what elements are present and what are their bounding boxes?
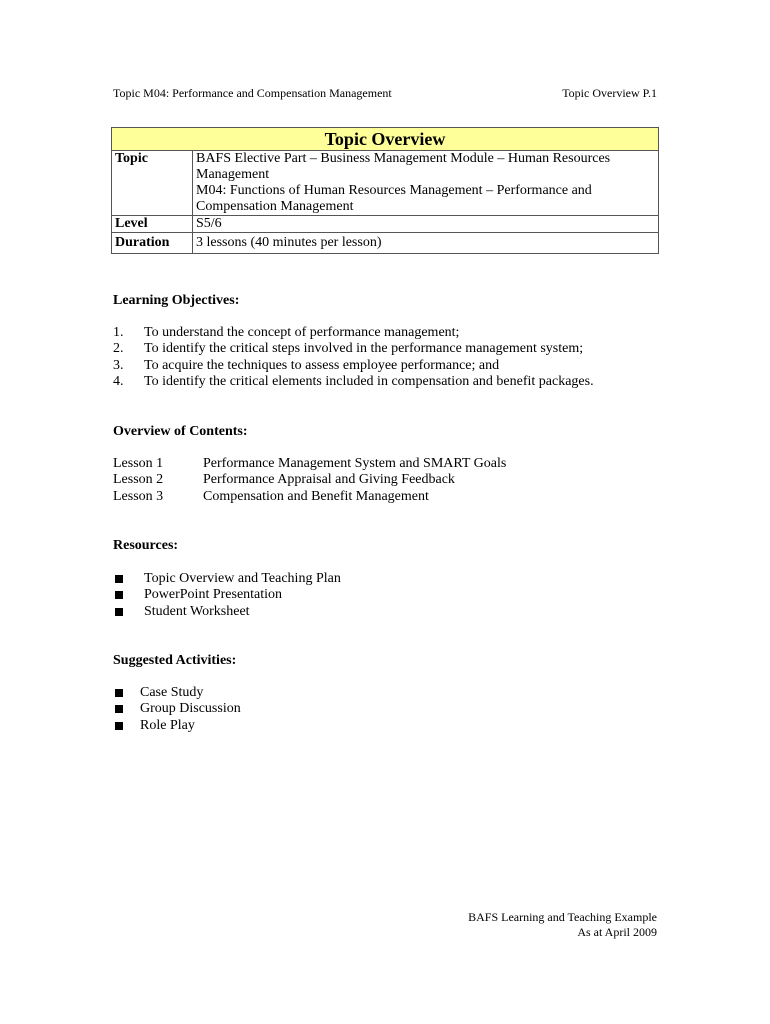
item-number: 2. <box>113 341 124 357</box>
activities-heading: Suggested Activities: <box>113 653 237 668</box>
list-item <box>113 325 594 341</box>
running-header-title: Topic M04: Performance and Compensation Management <box>113 86 392 100</box>
lesson-number: Lesson 3 <box>113 488 164 504</box>
item-text: To identify the critical elements included in compensation and benefit packages. <box>144 373 594 389</box>
list-item <box>113 604 341 620</box>
lesson-title: Compensation and Benefit Management <box>203 488 429 504</box>
duration-label: Duration <box>112 233 193 254</box>
resources-heading: Resources: <box>113 538 179 553</box>
objectives-heading: Learning Objectives: <box>113 293 240 308</box>
list-item <box>113 701 241 717</box>
item-text: Role Play <box>140 717 195 733</box>
resources-list <box>113 571 341 620</box>
square-bullet-icon <box>113 685 140 701</box>
lesson-title: Performance Appraisal and Giving Feedback <box>203 472 455 488</box>
objectives-list <box>113 325 594 390</box>
list-item <box>113 685 241 701</box>
duration-value: 3 lessons (40 minutes per lesson) <box>193 233 659 254</box>
list-item <box>113 374 594 390</box>
level-value: S5/6 <box>193 216 659 233</box>
item-text: Group Discussion <box>140 701 241 717</box>
footer-line-1: BAFS Learning and Teaching Example <box>468 910 657 924</box>
square-bullet-icon <box>113 604 144 620</box>
item-text: Case Study <box>140 685 204 700</box>
square-bullet-icon <box>113 701 140 717</box>
lessons-list <box>113 456 506 505</box>
item-text: Student Worksheet <box>144 603 250 619</box>
footer-line-2: As at April 2009 <box>577 925 657 939</box>
list-item <box>113 718 241 734</box>
topic-line-2: Management <box>196 167 270 182</box>
item-text: To acquire the techniques to assess employee performance; and <box>144 357 500 373</box>
level-label: Level <box>112 216 193 233</box>
list-item <box>113 341 594 357</box>
running-header-page: Topic Overview P.1 <box>562 86 657 100</box>
item-number: 1. <box>113 325 124 340</box>
topic-line-1: BAFS Elective Part – Business Management Module – Human Resources <box>196 151 611 166</box>
lesson-number: Lesson 1 <box>113 456 164 471</box>
list-item <box>113 358 594 374</box>
list-item <box>113 571 341 587</box>
topic-line-4: Compensation Management <box>196 199 354 214</box>
topic-line-3: M04: Functions of Human Resources Management – Performance and <box>196 183 592 198</box>
topic-value <box>193 151 659 216</box>
item-number: 4. <box>113 373 124 389</box>
activities-list <box>113 685 241 734</box>
lesson-title: Performance Management System and SMART Goals <box>203 456 507 471</box>
list-item <box>113 456 506 472</box>
item-text: Topic Overview and Teaching Plan <box>144 571 341 586</box>
list-item <box>113 472 506 488</box>
contents-heading: Overview of Contents: <box>113 424 248 439</box>
topic-label: Topic <box>112 151 193 216</box>
topic-overview-table <box>111 127 659 254</box>
item-text: To identify the critical steps involved in the performance management system; <box>144 341 584 357</box>
lesson-number: Lesson 2 <box>113 472 164 488</box>
item-number: 3. <box>113 357 124 373</box>
list-item <box>113 489 506 505</box>
square-bullet-icon <box>113 587 144 603</box>
table-title: Topic Overview <box>112 128 659 151</box>
page-footer <box>468 910 657 940</box>
list-item <box>113 587 341 603</box>
square-bullet-icon <box>113 718 140 734</box>
item-text: PowerPoint Presentation <box>144 587 283 603</box>
item-text: To understand the concept of performance management; <box>144 325 460 340</box>
square-bullet-icon <box>113 571 144 587</box>
